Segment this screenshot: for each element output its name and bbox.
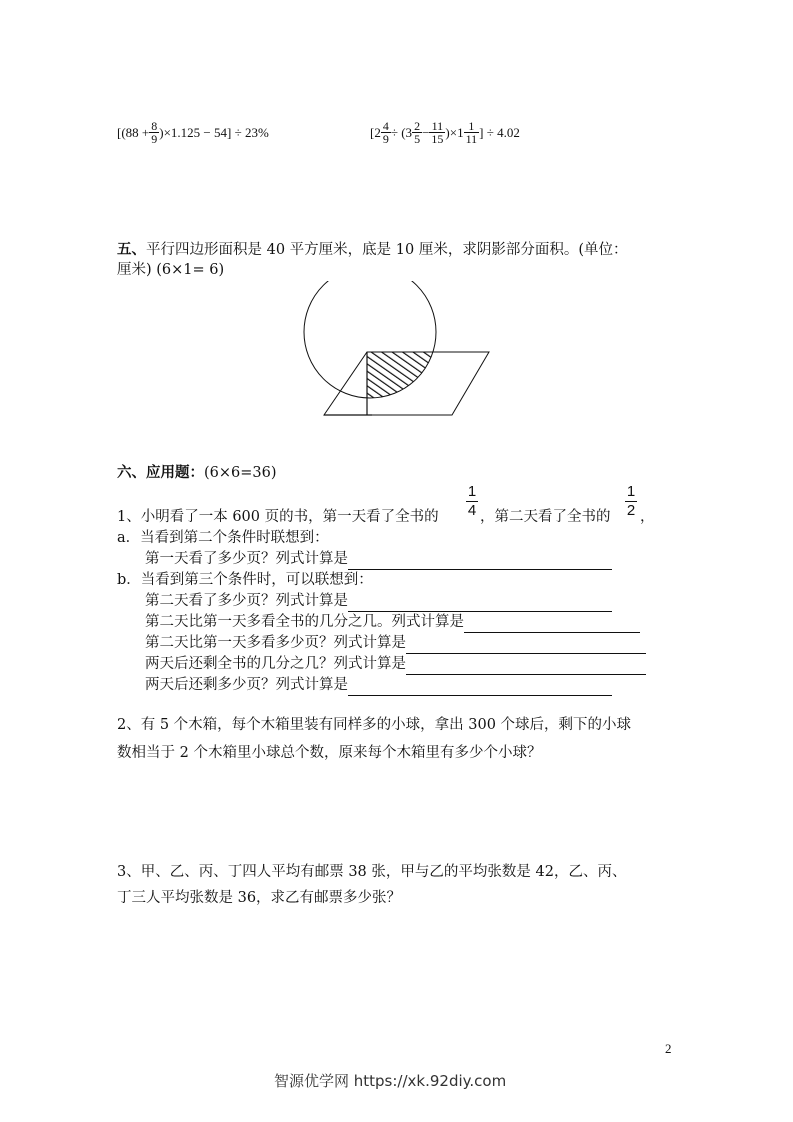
parallelogram-circle-figure <box>300 281 500 421</box>
expr2-part: − <box>422 124 430 140</box>
fraction <box>382 120 390 145</box>
fraction-denominator: 9 <box>382 132 389 146</box>
q1-stem-part1: 1、小明看了一本 600 页的书，第一天看了全书的 <box>117 509 439 525</box>
q1-b-line4-text: 两天后还剩全书的几分之几？列式计算是 <box>145 656 406 672</box>
q1-stem-part3: ， <box>640 509 655 525</box>
q1-b-line5 <box>145 675 612 696</box>
q1-b-line3 <box>145 633 646 654</box>
fraction <box>465 120 479 145</box>
answer-blank[interactable] <box>406 658 646 675</box>
fraction-denominator: 15 <box>431 132 444 146</box>
fraction <box>413 120 421 145</box>
q1-b-line5-text: 两天后还剩多少页？列式计算是 <box>145 677 348 693</box>
q3-line1: 3、甲、乙、丙、丁四人平均有邮票 38 张，甲与乙的平均张数是 42，乙、丙、 <box>117 864 627 880</box>
q3-line2: 丁三人平均张数是 36，求乙有邮票多少张？ <box>117 890 402 906</box>
fraction-numerator: 4 <box>382 119 389 133</box>
expr2-part: ÷ (3 <box>390 124 413 140</box>
q1-a-line1-text: 第一天看了多少页？列式计算是 <box>145 551 348 567</box>
q1-a-line1 <box>145 549 612 570</box>
calc-expression-2 <box>370 120 520 145</box>
fraction-numerator: 1 <box>468 119 475 133</box>
fraction-denominator: 5 <box>414 132 421 146</box>
q1-b-line1 <box>145 591 612 612</box>
section5-text1: 平行四边形面积是 40 平方厘米，底是 10 厘米，求阴影部分面积。(单位： <box>146 242 628 258</box>
fraction <box>430 120 444 145</box>
section5-line2: 厘米) (6×1= 6) <box>117 262 225 278</box>
section6-heading: 六、应用题： <box>117 464 204 481</box>
section6-heading-line <box>117 462 277 484</box>
answer-blank[interactable] <box>464 616 640 633</box>
fraction-numerator: 2 <box>414 119 421 133</box>
q1-stem-part2: ，第二天看了全书的 <box>480 509 611 525</box>
fraction-denominator: 9 <box>151 132 158 146</box>
section5-line1 <box>117 239 628 261</box>
q2-line1: 2、有 5 个木箱，每个木箱里装有同样多的小球，拿出 300 个球后，剩下的小球 <box>117 717 632 733</box>
q1-b-label: b．当看到第三个条件时，可以联想到： <box>117 572 373 588</box>
expr1-part: [(88 + <box>117 124 150 140</box>
q1-b-line2-text: 第二天比第一天多看全书的几分之几。列式计算是 <box>145 614 464 630</box>
fraction-numerator: 1 <box>467 483 477 500</box>
section5-heading: 五、 <box>117 241 146 258</box>
expr2-part: [2 <box>370 124 381 140</box>
shaded-region <box>367 352 437 414</box>
answer-blank[interactable] <box>348 679 612 696</box>
answer-blank[interactable] <box>406 637 646 654</box>
expr2-part: ] ÷ 4.02 <box>479 124 520 140</box>
q1-b-line2 <box>145 612 640 633</box>
section6-score: (6×6=36) <box>204 465 277 481</box>
fraction-one-half <box>625 483 637 520</box>
fraction-one-quarter <box>466 483 478 520</box>
calc-expression-1 <box>117 120 269 145</box>
q1-b-line4 <box>145 654 646 675</box>
q1-a-label: a．当看到第二个条件时联想到： <box>117 530 329 546</box>
fraction-denominator: 4 <box>467 502 477 519</box>
answer-blank[interactable] <box>348 595 612 612</box>
fraction-denominator: 11 <box>465 132 478 146</box>
expr2-part: )×1 <box>445 124 464 140</box>
q2-line2: 数相当于 2 个木箱里小球总个数，原来每个木箱里有多少个小球？ <box>117 745 542 761</box>
fraction-numerator: 1 <box>626 483 636 500</box>
page-number: 2 <box>665 1041 672 1056</box>
fraction <box>150 120 158 145</box>
answer-blank[interactable] <box>348 553 612 570</box>
q1-b-line3-text: 第二天比第一天多看多少页？列式计算是 <box>145 635 406 651</box>
q1-b-line1-text: 第二天看了多少页？列式计算是 <box>145 593 348 609</box>
fraction-numerator: 8 <box>151 119 158 133</box>
fraction-numerator: 11 <box>431 119 444 133</box>
footer-watermark: 智源优学网 https://xk.92diy.com <box>274 1072 507 1090</box>
expr1-part: )×1.125 − 54] ÷ 23% <box>159 124 269 140</box>
fraction-denominator: 2 <box>626 502 636 519</box>
